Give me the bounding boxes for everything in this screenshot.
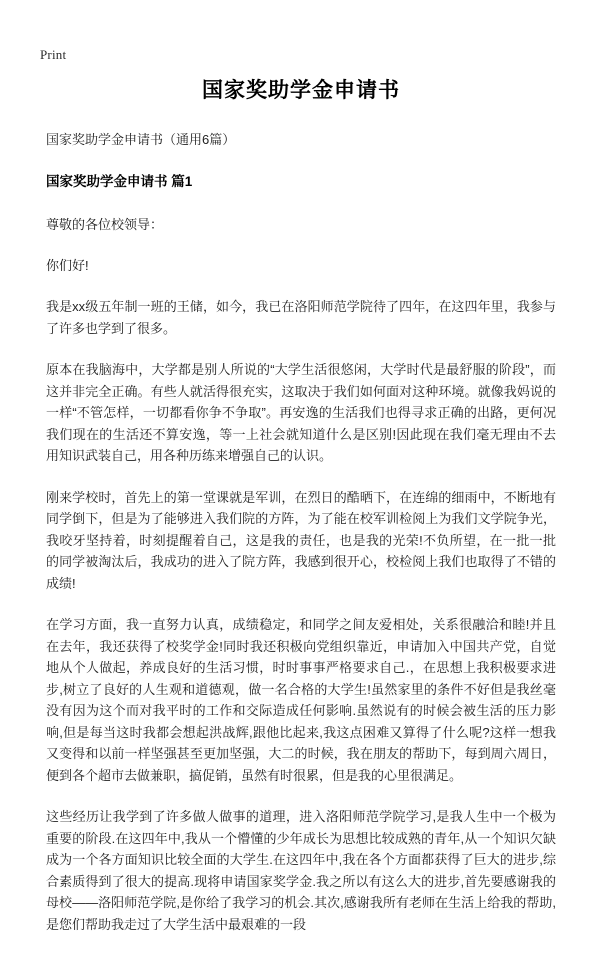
body-paragraph: 原本在我脑海中，大学都是别人所说的“大学生活很悠闲，大学时代是最舒服的阶段”，而这并非完全正确。有些人就活得很充实，这取决于我们如何面对这种环境。就像我妈说的一样“不管怎样，一切都看你争不争取”。再安逸的生活我们也得寻求正确的出路，更何况我们现在的生活还不算安逸，等一上社会就知道什么是区别!因此现在我们毫无理由不去用知识武装自己，用各种历练来增强自己的认识。 [46, 362, 556, 463]
body-paragraph: 我是xx级五年制一班的王储，如今，我已在洛阳师范学院待了四年，在这四年里，我参与了许多也学到了很多。 [46, 299, 556, 336]
print-button[interactable]: Print [40, 47, 67, 62]
document-subtitle: 国家奖助学金申请书（通用6篇） [46, 132, 236, 147]
body-paragraph: 在学习方面，我一直努力认真，成绩稳定，和同学之间友爱相处，关系很融洽和睦!并且在去年，我还获得了校奖学金!同时我还积极向党组织靠近，申请加入中国共产党，自觉地从个人做起，养成良好的生活习惯，时时事事严格要求自己.，在思想上我积极要求进步,树立了良好的人生观和道德观，做一名合格的大学生!虽然家里的条件不好但是我丝毫没有因为这个而对我平时的工作和交际造成任何影响.虽然说有的时候会被生活的压力影响,但是每当这时我都会想起洪战辉,跟他比起来,我这点困难又算得了什么呢?这样一想我又变得和以前一样坚强甚至更加坚强，大二的时候，我在朋友的帮助下，每到周六周日，便到各个超市去做兼职，搞促销，虽然有时很累，但是我的心里很满足。 [46, 617, 556, 783]
greeting-line: 你们好! [46, 258, 89, 273]
page-title: 国家奖助学金申请书 [202, 79, 400, 102]
body-paragraph: 这些经历让我学到了许多做人做事的道理，进入洛阳师范学院学习,是我人生中一个极为重要的阶段.在这四年中,我从一个懵懂的少年成长为思想比较成熟的青年,从一个知识欠缺成为一个各方面知识比较全面的大学生.在这四年中,我在各个方面都获得了巨大的进步,综合素质得到了很大的提高.现将申请国家奖学金.我之所以有这么大的进步,首先要感谢我的母校——洛阳师范学院,是你给了我学习的机会.其次,感谢我所有老师在生活上给我的帮助,是您们帮助我走过了大学生活中最艰难的一段 [46, 809, 556, 932]
document-content [46, 78, 556, 955]
salutation-line: 尊敬的各位校领导： [46, 217, 164, 232]
section-heading: 国家奖助学金申请书 篇1 [46, 174, 193, 189]
body-paragraph: 刚来学校时，首先上的第一堂课就是军训，在烈日的酷晒下，在连绵的细雨中，不断地有同学倒下，但是为了能够进入我们院的方阵，为了能在校军训检阅上为我们文学院争光，我咬牙坚持着，时刻提醒着自己，这是我的责任，也是我的光荣!不负所望，在一批一批的同学被淘汰后，我成功的进入了院方阵，我感到很开心，校检阅上我们也取得了不错的成绩! [46, 489, 556, 591]
